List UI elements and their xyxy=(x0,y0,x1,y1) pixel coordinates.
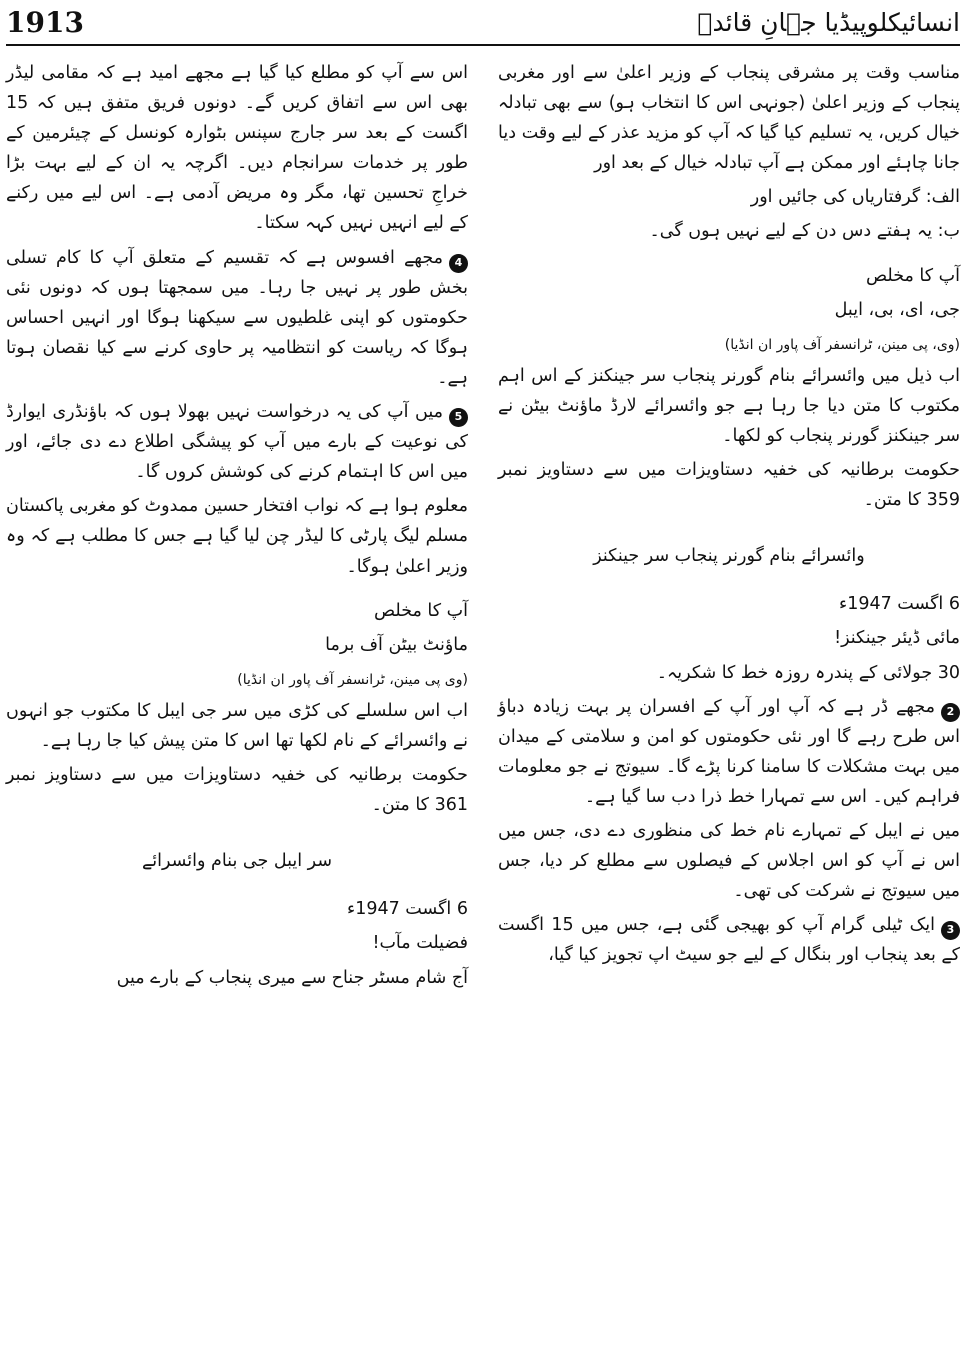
letter-signature: جی، ای، بی، ایبل xyxy=(834,299,960,320)
letter-heading: سر ایبل جی بنام وائسرائے xyxy=(142,851,332,872)
numbered-paragraph xyxy=(498,692,960,812)
left-column xyxy=(6,58,468,1360)
paragraph-number-badge: 4 xyxy=(449,254,468,273)
paragraph: میں نے ایبل کے تمہارے نام خط کی منظوری دے دی، جس میں اس نے آپ کو اس اجلاس کے فیصلوں سے مطلع کر دیا، جس میں سیوتج نے شرکت کی تھی۔ xyxy=(498,821,960,902)
paragraph: حکومت برطانیہ کی خفیہ دستاویزات میں سے دستاویز نمبر 361 کا متن۔ xyxy=(6,765,468,816)
running-title: انسائیکلوپیڈیا جہانِ قائدؒ xyxy=(697,7,960,37)
paragraph: معلوم ہوا ہے کہ نواب افتخار حسین ممدوٹ کو مغربی پاکستان مسلم لیگ پارٹی کا لیڈر چن لیا گیا ہے جس کا مطلب ہے کہ وہ وزیر اعلیٰ ہوگا۔ xyxy=(6,496,468,577)
paragraph: الف: گرفتاریاں کی جائیں اور xyxy=(750,187,960,208)
letter-salutation: فضیلت مآب! xyxy=(372,933,468,954)
text-columns xyxy=(6,58,960,1360)
numbered-paragraph xyxy=(6,243,468,393)
numbered-paragraph xyxy=(498,910,960,970)
letter-closing: آپ کا مخلص xyxy=(373,600,468,621)
page-number: 1913 xyxy=(6,5,84,39)
paragraph-text: مجھے افسوس ہے کہ تقسیم کے متعلق آپ کا کام تسلی بخش طور پر نہیں جا رہا۔ میں سمجھتا ہوں کہ دونوں نئی حکومتوں کو اپنی غلطیوں سے سیکھنا ہوگا اور انہیں احساس ہوگا کہ ریاست کو انتظامیہ پر حاوی کرنے سے کیا نقصان ہوتا ہے۔ xyxy=(6,247,468,388)
letter-closing: آپ کا مخلص xyxy=(865,265,960,286)
page-header xyxy=(6,0,960,46)
paragraph-number-badge: 2 xyxy=(941,703,960,722)
letter-signature: ماؤنٹ بیٹن آف برما xyxy=(325,634,468,655)
letter-date: 6 اگست 1947ء xyxy=(838,594,960,615)
letter-salutation: مائی ڈیئر جینکنز! xyxy=(834,628,960,649)
letter-heading: وائسرائے بنام گورنر پنجاب سر جینکنز xyxy=(593,546,865,567)
paragraph-number-badge: 3 xyxy=(941,921,960,940)
paragraph-text: مجھے ڈر ہے کہ آپ اور آپ کے افسران پر بہت زیادہ دباؤ اس طرح رہے گا اور نئی حکومتوں کو امن و سلامتی کے میدان میں بہت مشکلات کا سامنا کرنا پڑے گا۔ سیوتج نے جو معلومات فراہم کیں۔ اس سے تمہارا خط ذرا دب سا گیا ہے۔ xyxy=(498,696,960,807)
paragraph: اب ذیل میں وائسرائے بنام گورنر پنجاب سر جینکنز کے اس اہم مکتوب کا متن دیا جا رہا ہے جو وائسرائے لارڈ ماؤنٹ بیٹن نے سر جینکنز گورنر پنجاب کو لکھا۔ xyxy=(498,365,960,447)
right-column xyxy=(498,58,960,1360)
paragraph: 30 جولائی کے پندرہ روزہ خط کا شکریہ۔ xyxy=(656,662,960,683)
paragraph-text: ایک ٹیلی گرام آپ کو بھیجی گئی ہے، جس میں 15 اگست کے بعد پنجاب اور بنگال کے لیے جو سیٹ اپ تجویز کیا گیا، xyxy=(498,915,960,966)
paragraph: اب اس سلسلے کی کڑی میں سر جی ایبل کا مکتوب جو انہوں نے وائسرائے کے نام لکھا تھا اس کا متن پیش کیا جا رہا ہے۔ xyxy=(6,700,468,751)
paragraph-text: میں آپ کی یہ درخواست نہیں بھولا ہوں کہ باؤنڈری ایوارڈ کی نوعیت کے بارے میں آپ کو پیشگی اطلاع دے دی جائے، اور میں اس کا اہتمام کرنے کی کوشش کروں گا۔ xyxy=(6,402,468,483)
paragraph: اس سے آپ کو مطلع کیا گیا ہے مجھے امید ہے کہ مقامی لیڈر بھی اس سے اتفاق کریں گے۔ دونوں فریق متفق ہیں کہ 15 اگست کے بعد سر جارج سپنس بٹوارہ کونسل کے چیئرمین کے طور پر خدمات سرانجام دیں۔ اگرچہ یہ ان کے لیے بہت بڑا خراجِ تحسین تھا، مگر وہ مریض آدمی ہے۔ اس لیے میں رکنے کے لیے انہیں نہیں کہہ سکتا۔ xyxy=(6,63,468,234)
paragraph: آج شام مسٹر جناح سے میری پنجاب کے بارے میں xyxy=(116,967,468,988)
source-note: (وی، پی مینن، ٹرانسفر آف پاور ان انڈیا) xyxy=(724,336,960,353)
paragraph: مناسب وقت پر مشرقی پنجاب کے وزیر اعلیٰ سے اور مغربی پنجاب کے وزیر اعلیٰ (جونہی اس کا انتخاب ہو) سے بھی تبادلہ خیال کریں، یہ تسلیم کیا گیا کہ آپ کو مزید عذر کے لیے وقت دیا جانا چاہئے اور ممکن ہے آپ تبادلہ خیال کے بعد اور xyxy=(498,63,960,174)
letter-date: 6 اگست 1947ء xyxy=(346,899,468,920)
source-note: (وی پی مینن، ٹرانسفر آف پاور ان انڈیا) xyxy=(237,671,468,688)
paragraph-number-badge: 5 xyxy=(449,408,468,427)
paragraph: ب: یہ ہفتے دس دن کے لیے نہیں ہوں گی۔ xyxy=(649,221,960,242)
paragraph: حکومت برطانیہ کی خفیہ دستاویزات میں سے دستاویز نمبر 359 کا متن۔ xyxy=(498,460,960,511)
numbered-paragraph xyxy=(6,397,468,487)
